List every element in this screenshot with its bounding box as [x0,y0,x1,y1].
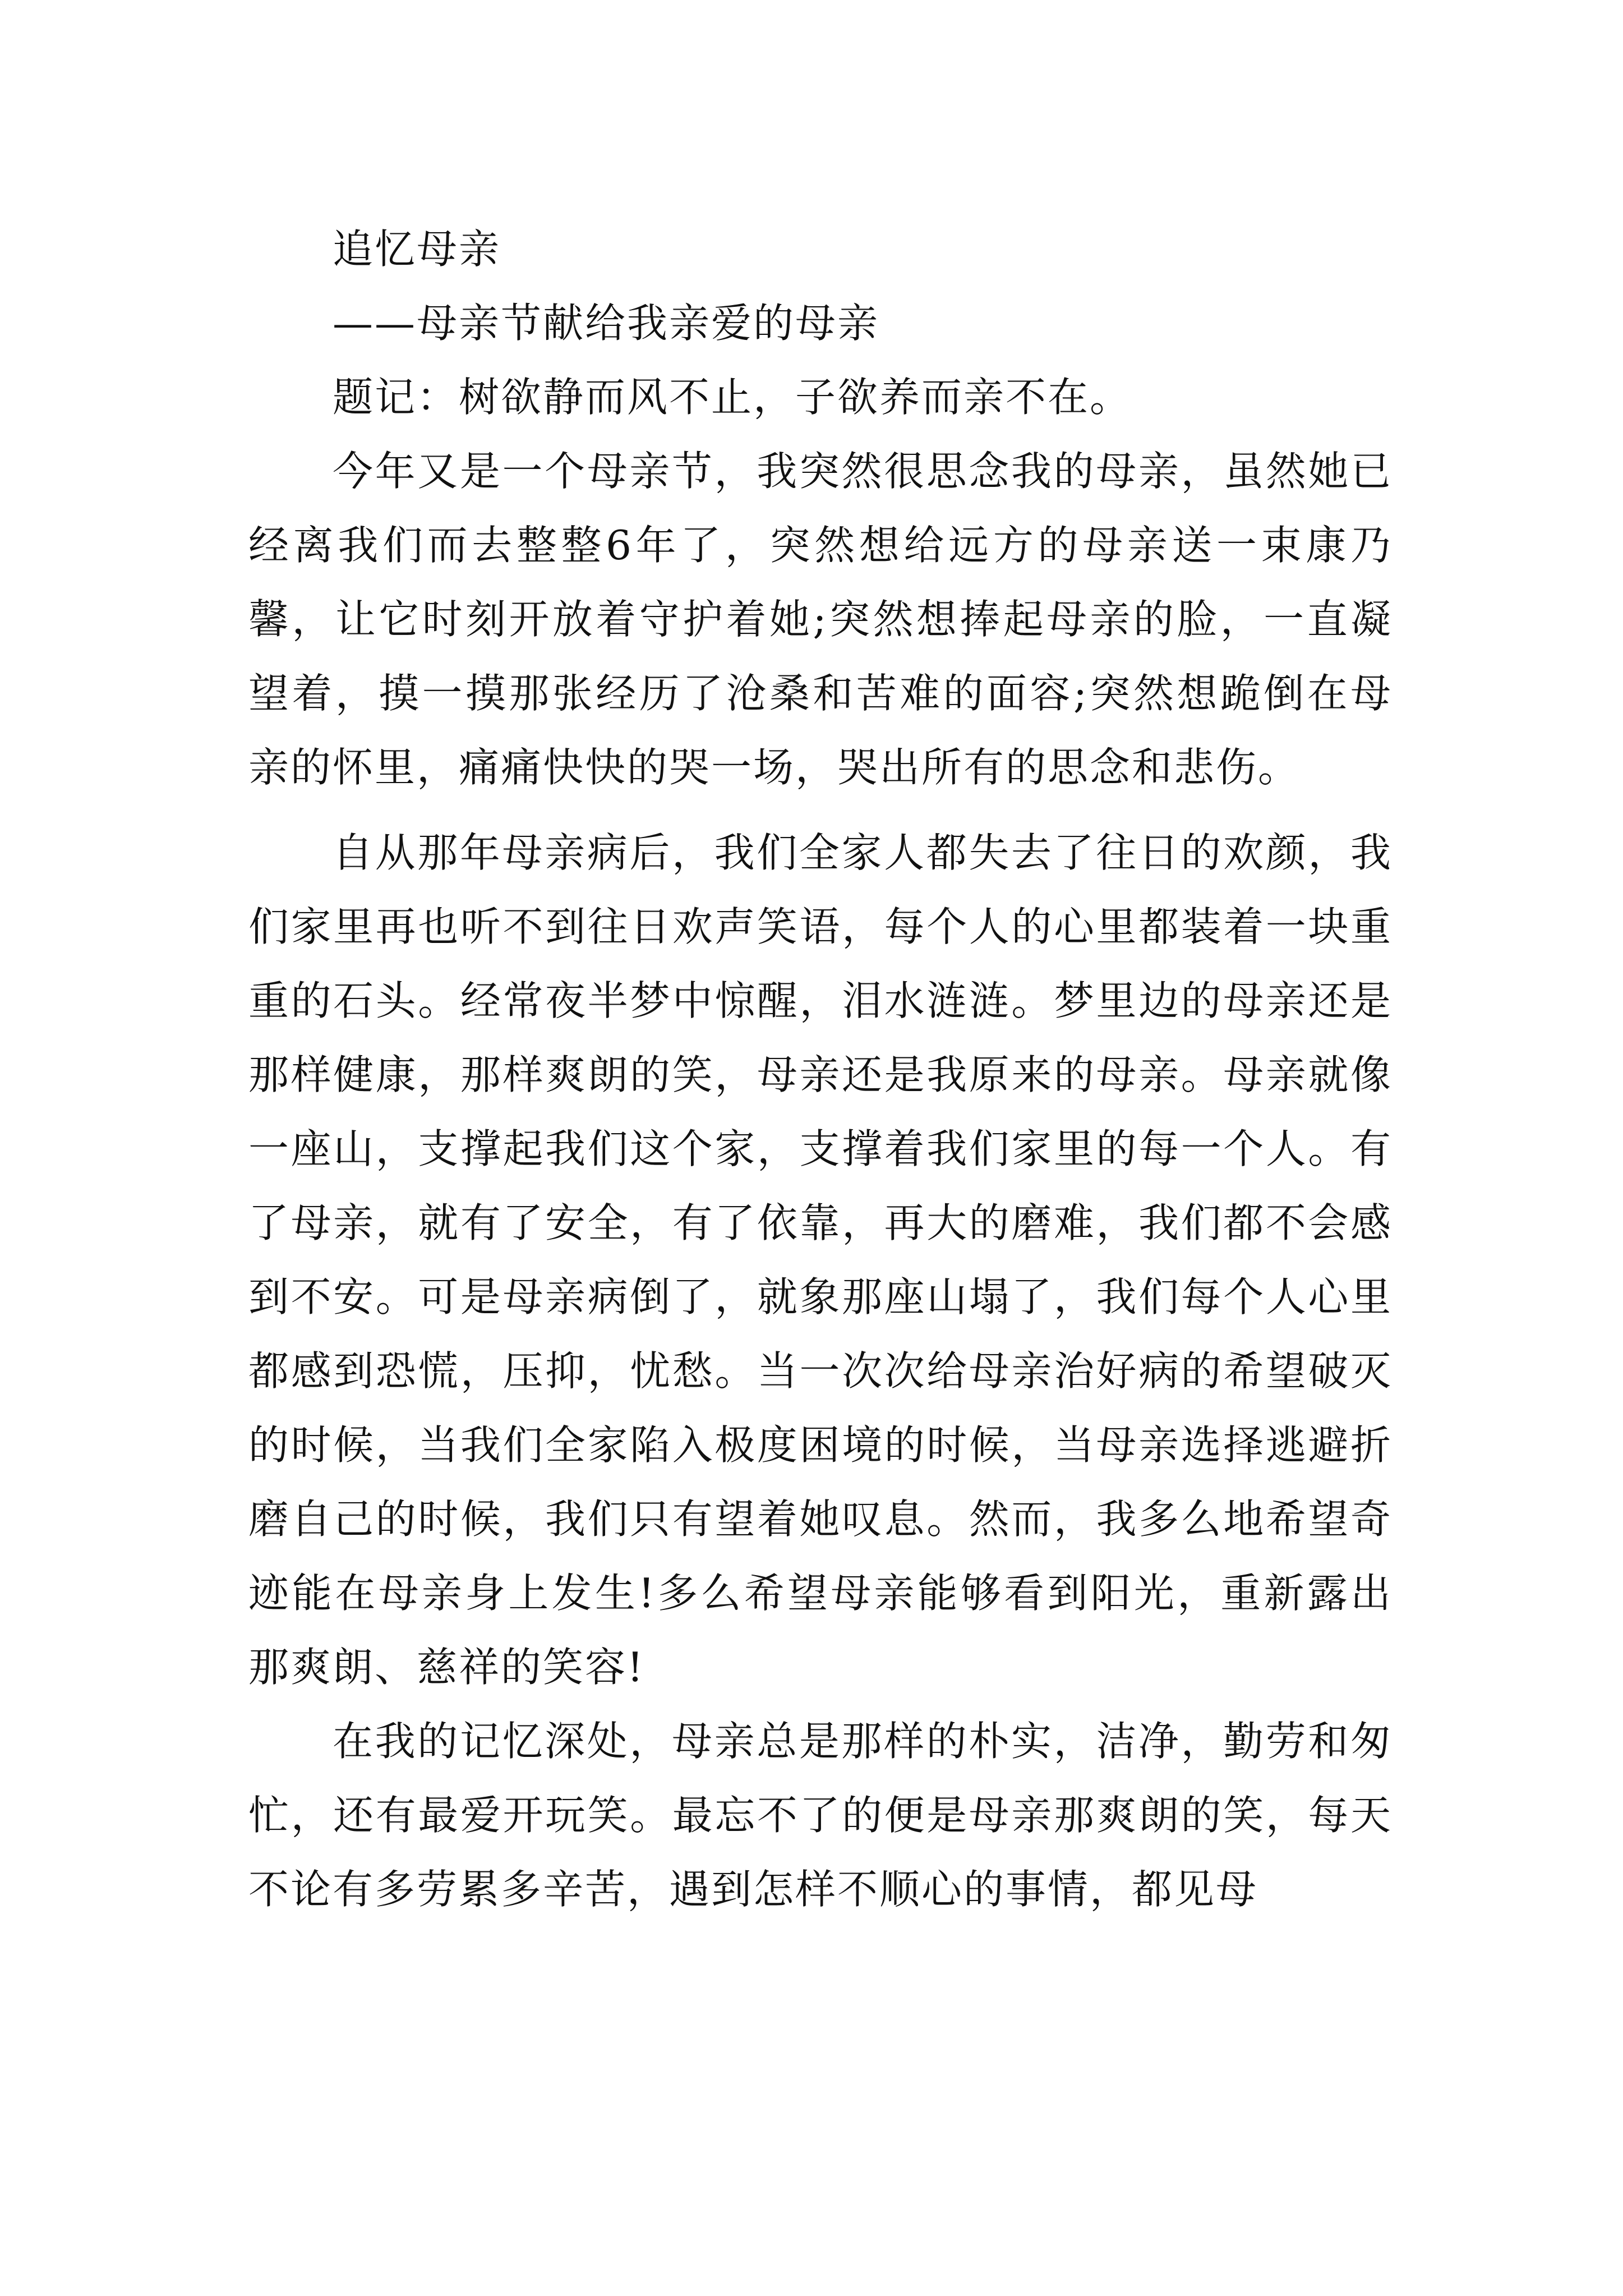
document-subtitle: ——母亲节献给我亲爱的母亲 [333,300,880,347]
document-body [248,212,1393,1926]
paragraph-2: 自从那年母亲病后，我们全家人都失去了往日的欢颜，我们家里再也听不到往日欢声笑语，每个人的心里都装着一块重重的石头。经常夜半梦中惊醒，泪水涟涟。梦里边的母亲还是那样健康，那样爽朗的笑，母亲还是我原来的母亲。母亲就像一座山，支撑起我们这个家，支撑着我们家里的每一个人。有了母亲，就有了安全，有了依靠，再大的磨难，我们都不会感到不安。可是母亲病倒了，就象那座山塌了，我们每个人心里都感到恐慌，压抑，忧愁。当一次次给母亲治好病的希望破灭的时候，当我们全家陷入极度困境的时候，当母亲选择逃避折磨自己的时候，我们只有望着她叹息。然而，我多么地希望奇迹能在母亲身上发生!多么希望母亲能够看到阳光，重新露出那爽朗、慈祥的笑容! [248,829,1393,1691]
epigraph: 题记：树欲静而风不止，子欲养而亲不在。 [333,374,1132,421]
paragraph-1: 今年又是一个母亲节，我突然很思念我的母亲，虽然她已经离我们而去整整6年了，突然想给远方的母亲送一束康乃馨，让它时刻开放着守护着她;突然想捧起母亲的脸，一直凝望着，摸一摸那张经历了沧桑和苦难的面容;突然想跪倒在母亲的怀里，痛痛快快的哭一场，哭出所有的思念和悲伤。 [248,448,1393,791]
paragraph-3: 在我的记忆深处，母亲总是那样的朴实，洁净，勤劳和匆忙，还有最爱开玩笑。最忘不了的便是母亲那爽朗的笑，每天不论有多劳累多辛苦，遇到怎样不顺心的事情，都见母 [248,1718,1393,1913]
document-title: 追忆母亲 [333,226,501,273]
